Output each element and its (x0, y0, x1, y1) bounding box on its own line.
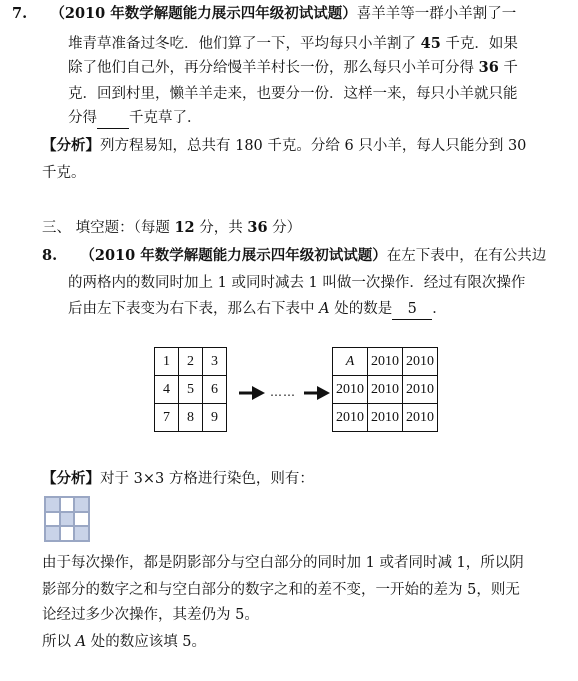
table-cell: A (333, 348, 368, 376)
q8-line-1: 8. （2010 年数学解题能力展示四年级初试试题）在左下表中，在有公共边 (42, 247, 547, 264)
table-cell: 2010 (403, 376, 438, 404)
table-cell: 1 (155, 348, 179, 376)
table-cell: 9 (203, 404, 227, 432)
table-row (333, 348, 438, 376)
q7-line-3: 除了他们自己外，再分给慢羊羊村长一份，那么每只小羊可分得 36 千 (68, 59, 518, 76)
table-cell: 5 (179, 376, 203, 404)
q8-source: （2010 年数学解题能力展示四年级初试试题） (80, 247, 387, 264)
q7-line-1 (12, 4, 516, 24)
table-cell: 2010 (333, 376, 368, 404)
table-cell: 6 (203, 376, 227, 404)
section-heading: 三、 填空题：（每题 12 分，共 36 分） (42, 219, 302, 236)
analysis-tag: 【分析】 (42, 137, 100, 154)
analysis-tag: 【分析】 (42, 470, 100, 487)
blank-cell (60, 497, 75, 512)
shaded-cell (60, 512, 75, 527)
q7-analysis-2: 千克。 (42, 165, 86, 181)
arrow-right-icon (238, 385, 266, 401)
shaded-cell (74, 497, 89, 512)
blank-cell (60, 526, 75, 541)
table-cell: 7 (155, 404, 179, 432)
table-cell: 4 (155, 376, 179, 404)
q7-source: （2010 年数学解题能力展示四年级初试试题） (50, 5, 357, 22)
table-cell: 3 (203, 348, 227, 376)
right-number-table (332, 347, 438, 432)
q7-analysis-1: 【分析】列方程易知，总共有 180 千克。分给 6 只小羊，每人只能分到 30 (42, 137, 527, 154)
table-row (155, 348, 227, 376)
q7-answer-blank (97, 108, 129, 129)
ellipsis: …… (270, 385, 296, 399)
q7-line-5: 分得 千克草了． (68, 108, 202, 129)
table-cell: 2010 (403, 348, 438, 376)
arrow-right-icon (303, 385, 331, 401)
table-row (155, 404, 227, 432)
table-cell: 8 (179, 404, 203, 432)
table-cell: 2010 (403, 404, 438, 432)
q8-line-3: 后由左下表变为右下表，那么右下表中 A 处的数是 5 ． (68, 299, 447, 320)
q8-number: 8. (42, 247, 58, 264)
table-cell: 2010 (368, 404, 403, 432)
q7-line-4: 克．回到村里，懒羊羊走来，也要分一份．这样一来，每只小羊就只能 (68, 86, 518, 102)
shaded-cell (45, 497, 60, 512)
checkerboard-figure (44, 496, 90, 542)
table-cell: 2010 (333, 404, 368, 432)
q8-answer-blank: 5 (392, 299, 432, 320)
table-cell: 2 (179, 348, 203, 376)
shaded-cell (45, 526, 60, 541)
table-row (333, 404, 438, 432)
q7-number: 7. (12, 5, 28, 22)
q7-line-2: 堆青草准备过冬吃．他们算了一下，平均每只小羊割了 45 千克．如果 (68, 35, 518, 52)
shaded-cell (74, 526, 89, 541)
q8-analysis-5: 所以 A 处的数应该填 5。 (42, 634, 207, 650)
q8-analysis-1: 【分析】对于 3×3 方格进行染色，则有： (42, 470, 314, 487)
table-cell: 2010 (368, 348, 403, 376)
q8-line-2: 的两格内的数同时加上 1 或同时减去 1 叫做一次操作．经过有限次操作 (68, 275, 526, 291)
q7-text: 喜羊羊等一群小羊割了一 (356, 6, 517, 22)
table-row (155, 376, 227, 404)
table-cell: 2010 (368, 376, 403, 404)
q8-analysis-3: 影部分的数字之和与空白部分的数字之和的差不变，一开始的差为 5，则无 (42, 582, 520, 598)
q8-analysis-4: 论经过多少次操作，其差仍为 5。 (42, 607, 259, 623)
blank-cell (45, 512, 60, 527)
blank-cell (74, 512, 89, 527)
q8-analysis-2: 由于每次操作，都是阴影部分与空白部分的同时加 1 或者同时减 1，所以阴 (42, 555, 524, 571)
table-row (333, 376, 438, 404)
left-number-table (154, 347, 227, 432)
